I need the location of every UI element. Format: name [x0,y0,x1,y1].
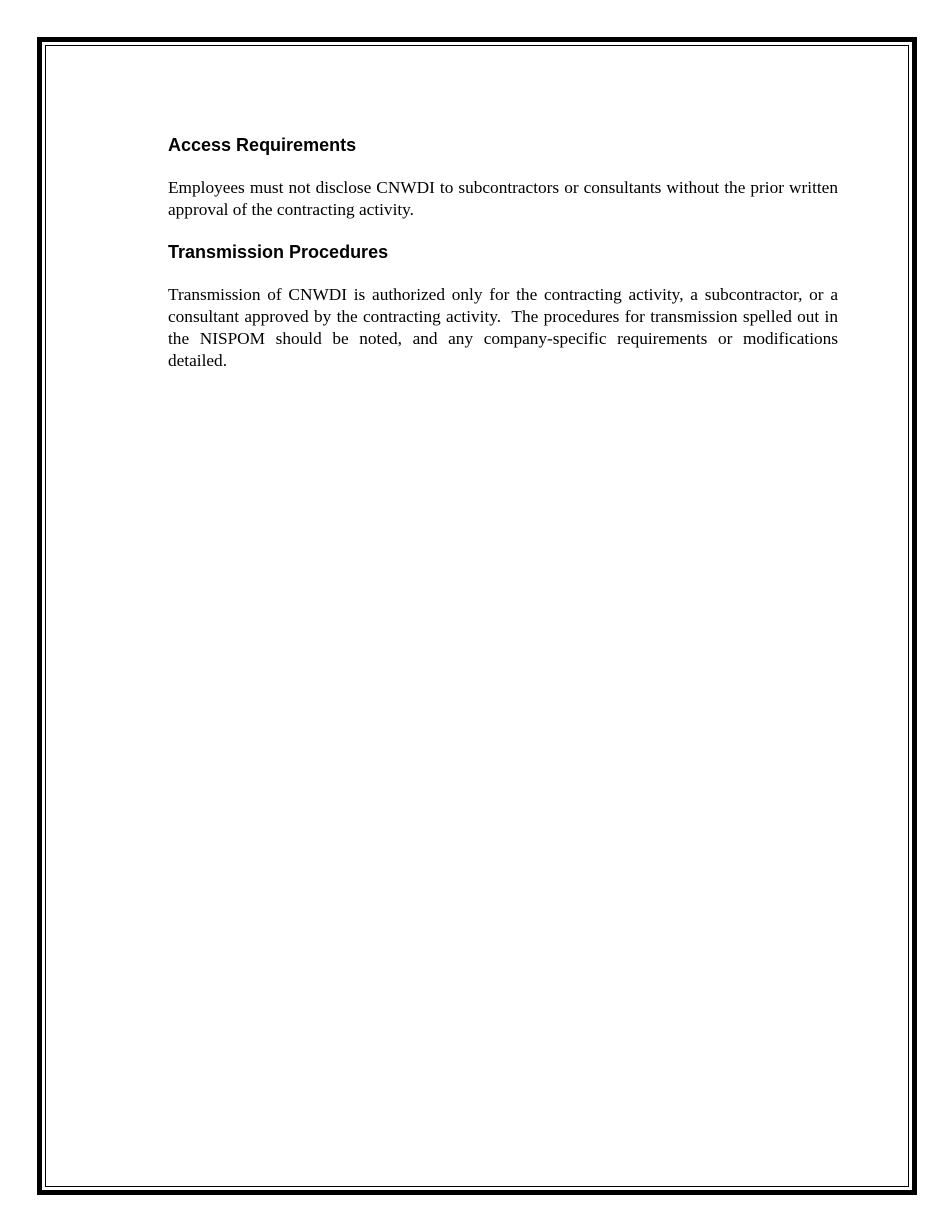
section-heading-transmission-procedures: Transmission Procedures [168,242,389,263]
section-paragraph-transmission-procedures: Transmission of CNWDI is authorized only for the contracting activity, a subcontractor, or a consultant approved by the contracting activity. The procedures for transmission spelled out in the NISPOM should be noted, and any company-specific requirements or modifications detailed. [168,285,843,370]
document-body [168,134,843,371]
section-paragraph-access-requirements: Employees must not disclose CNWDI to subcontractors or consultants without the prior written approval of the contracting activity. [168,178,838,219]
section-heading-access-requirements: Access Requirements [168,135,357,155]
